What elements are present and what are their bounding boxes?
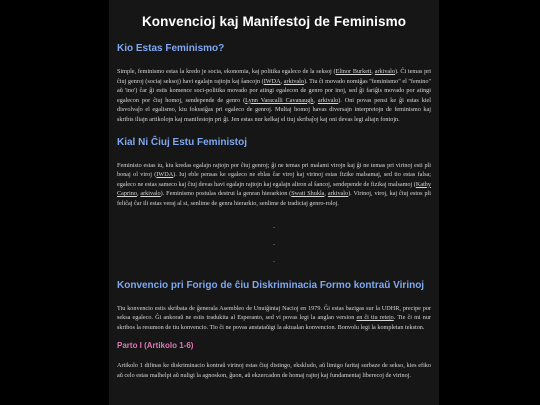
text: ,	[313, 96, 318, 104]
content	[109, 43, 439, 381]
section-heading-cedaw: Konvencio pri Forigo de ĉiu Diskriminacia Formo kontraŭ Virinoj	[117, 279, 425, 291]
subheading-part-1: Parto I (Artikolo 1-6)	[117, 341, 194, 351]
text: . Tie ĉi mi nur skribos la resumon de tiu konvencio. Tio ĉi ne povas anstataŭigi la aktualan konvencion. Bonvolu legi la kompletan tekston.	[117, 314, 431, 331]
text: ,	[136, 190, 141, 198]
text: ,	[280, 77, 284, 85]
paragraph-why-feminists	[117, 161, 431, 209]
link-iwda[interactable]: IWDA	[263, 77, 281, 85]
section-heading-why-feminists: Kial Ni Ĉiuj Estu Feministoj	[117, 136, 248, 148]
paragraph-what-is-feminism	[117, 67, 431, 125]
text: Feministo estas iu, kiu kredas egalajn rajtojn por ĉiuj genroj; ĝi ne temas pri malami virojn kaj ĝi ne temas pri virinoj esti pli bonaj ol viroj (	[117, 161, 431, 179]
page-title: Konvencioj kaj Manifestoj de Feminismo	[141, 14, 407, 29]
link-this-website[interactable]: en ĉi tiu retejo	[356, 314, 394, 322]
divider-dot: .	[273, 255, 275, 264]
section-heading-what-is-feminism: Kio Estas Feminismo?	[117, 43, 225, 54]
paragraph-article-1: Artikolo 1 difinas ke diskriminacio kontraŭ virinoj estas ĉiuj distingo, ekskludo, aŭ limigo faritaj surbaze de sekso, kies efiko aŭ celo estas malhelpi aŭ nuligi la agnoskon, ĝuon, aŭ ekzercadon de homaj rajtoj kaj fundamentaj liberecoj de virinoj.	[117, 362, 431, 379]
text: ,	[324, 190, 328, 198]
link-elinor-burkett[interactable]: Elinor Burkett	[335, 68, 372, 75]
text: ). Virinoj, viroj, kaj ĉiuj estos pli feliĉaj ĉar ili estas veraj al si, senlime de genra hierarkio, senlime de tradiciaj genro-roloj.	[117, 190, 431, 207]
link-kathy-caprino[interactable]: Kathy Caprino	[117, 180, 431, 198]
text: ). Feminismo postulas destrui la genran hierarkion (	[160, 190, 292, 198]
divider-dot: .	[273, 238, 275, 247]
text: ). Tiu ĉi movado nomiĝas "feminismo" el "femino" aŭ 'ino') ĉar ĝi estis komence soci-politika movado por atingi egalecon de genro por inoj, sed ĝi fariĝis movado por atingi egalecon por ĉiuj homoj, sendepende de genro (	[117, 77, 431, 104]
link-archive[interactable]: arkivalo	[283, 77, 304, 85]
page	[109, 0, 439, 405]
link-archive[interactable]: arkivalo	[140, 190, 161, 198]
link-archive[interactable]: arkivalo	[317, 96, 339, 104]
link-archive[interactable]: arkivalo	[374, 68, 395, 75]
paragraph-cedaw-intro	[117, 304, 431, 333]
text: ). Iuj eble pensas ke egaleco ne eblas ĉar viroj kaj virinoj estas fizike malsamaj, sed tio estas falsa; egaleco ne estas sameco kaj ĉiuj devas havi egalajn rajtojn kaj egalajn aliron al ŝancoj, sendepende de fizikaj malsamoj (	[117, 171, 431, 188]
link-archive[interactable]: arkivalo	[327, 190, 349, 198]
divider-dot: .	[273, 221, 275, 230]
text: ). Oni povas pensi ke ĝi estas kiel disvolvaĵo el egalismo, kiu fokusiĝas pri egaleco de genroj. Multaj homoj havas diversajn interpretojn de feminismo kaj skribis iliajn artikolojn kaj manifestojn pri ĝi. Jen estas nur kelkaj el tiuj skribaĵoj kaj oni devas legi aliajn fontojn.	[117, 96, 431, 123]
text: Simple, feminismo estas la kredo je socia, ekonomia, kaj politika egaleco de la seksoj (	[117, 68, 336, 75]
text: ,	[371, 68, 375, 75]
link-lynn-cavanaugh[interactable]: Lynn Varacalli Cavanaugh	[245, 96, 314, 104]
link-swati-shukla[interactable]: Swati Shukla	[291, 190, 325, 198]
text: Tiu konvencio estis skribata de ĝenerala Asembleo de Unuiĝintaj Nacioj en 1979. Ĝi estas bazigas sur la UDHR, precipe por seksa egaleco. Ĝi ankoraŭ ne estis tradukita al Esperanto, sed vi povas legi la anglan version	[117, 304, 431, 322]
text: ). Ĉi temas pri ĉiuj genroj (sociaj seksoj) havi egalajn rajtojn kaj ŝancojn (	[117, 68, 432, 85]
link-iwda[interactable]: IWDA	[156, 171, 174, 179]
